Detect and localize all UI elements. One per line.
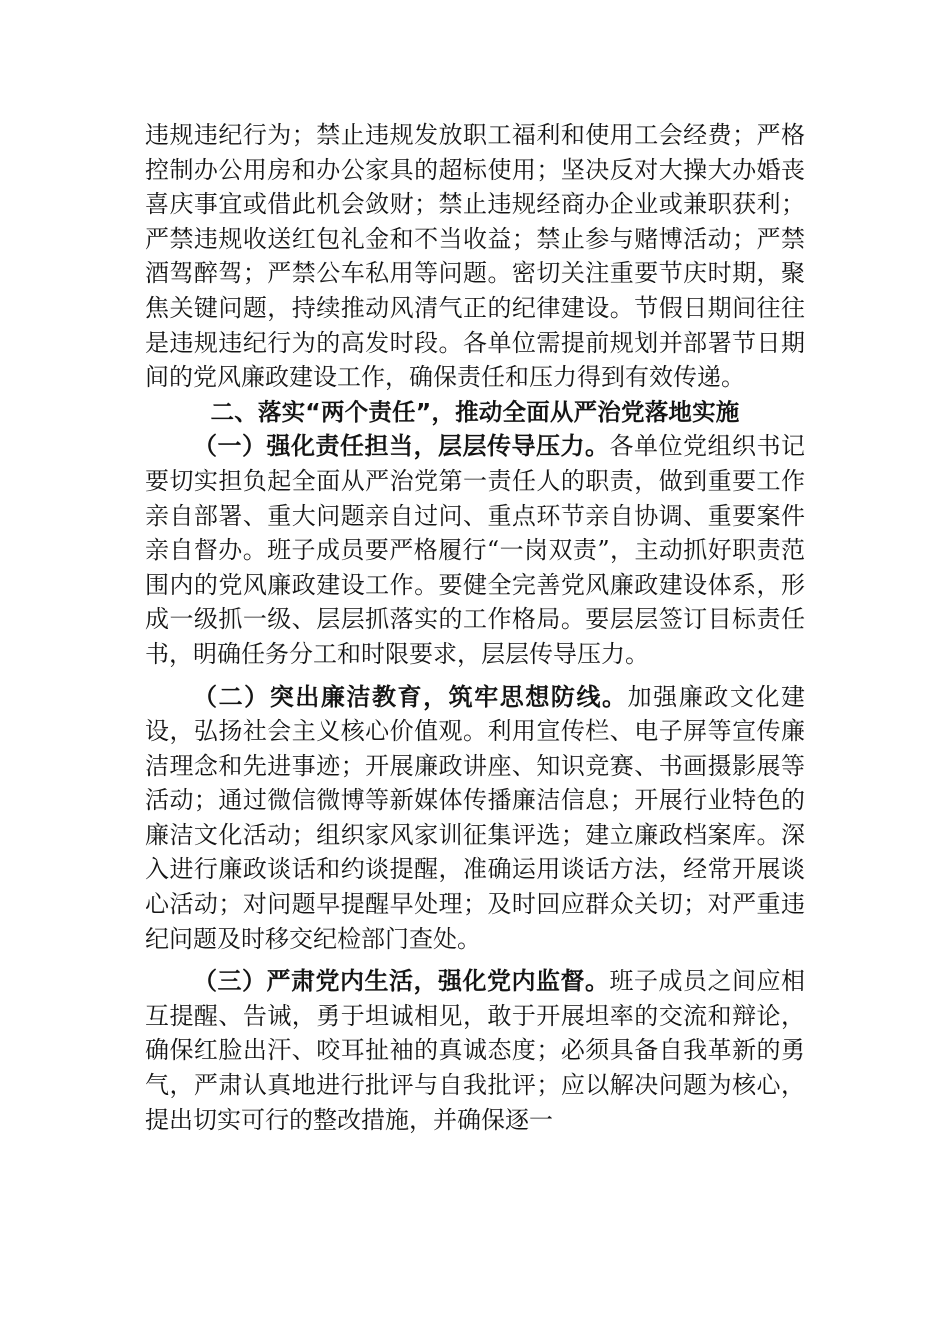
subsection-1	[145, 429, 805, 671]
subsection-2	[145, 680, 805, 957]
subsection-1-body: 各单位党组织书记要切实担负起全面从严治党第一责任人的职责，做到重要工作亲自部署、重大问题亲自过问、重点环节亲自协调、重要案件亲自督办。班子成员要严格履行“一岗双责”，主动抓好职责范围内的党风廉政建设工作。要健全完善党风廉政建设体系，形成一级抓一级、层层抓落实的工作格局。要层层签订目标责任书，明确任务分工和时限要求，层层传导压力。	[145, 432, 805, 668]
subsection-2-body: 加强廉政文化建设，弘扬社会主义核心价值观。利用宣传栏、电子屏等宣传廉洁理念和先进事迹；开展廉政讲座、知识竞赛、书画摄影展等活动；通过微信微博等新媒体传播廉洁信息；开展行业特色的廉洁文化活动；组织家风家训征集评选；建立廉政档案库。深入进行廉政谈话和约谈提醒，准确运用谈话方法，经常开展谈心活动；对问题早提醒早处理；及时回应群众关切；对严重违纪问题及时移交纪检部门查处。	[145, 682, 806, 953]
subsection-1-title: （一）强化责任担当，层层传导压力。	[193, 432, 610, 461]
paragraph-continuation: 违规违纪行为；禁止违规发放职工福利和使用工会经费；严格控制办公用房和办公家具的超标使用；坚决反对大操大办婚丧喜庆事宜或借此机会敛财；禁止违规经商办企业或兼职获利；严禁违规收送红包礼金和不当收益；禁止参与赌博活动；严禁酒驾醉驾；严禁公车私用等问题。密切关注重要节庆时期，聚焦关键问题，持续推动风清气正的纪律建设。节假日期间往往是违规违纪行为的高发时段。各单位需提前规划并部署节日期间的党风廉政建设工作，确保责任和压力得到有效传递。	[145, 121, 805, 392]
subsection-3-title: （三）严肃党内生活，强化党内监督。	[193, 967, 610, 996]
document-body	[145, 118, 805, 1137]
subsection-3	[145, 964, 805, 1137]
section-heading-2: 二、落实“两个责任”，推动全面从严治党落地实施	[210, 397, 740, 426]
subsection-3-body: 班子成员之间应相互提醒、告诫，勇于坦诚相见，敢于开展坦率的交流和辩论，确保红脸出汗、咬耳扯袖的真诚态度；必须具备自我革新的勇气，严肃认真地进行批评与自我批评；应以解决问题为核心，提出切实可行的整改措施，并确保逐一	[145, 967, 805, 1134]
subsection-2-title: （二）突出廉洁教育，筑牢思想防线。	[193, 682, 628, 711]
